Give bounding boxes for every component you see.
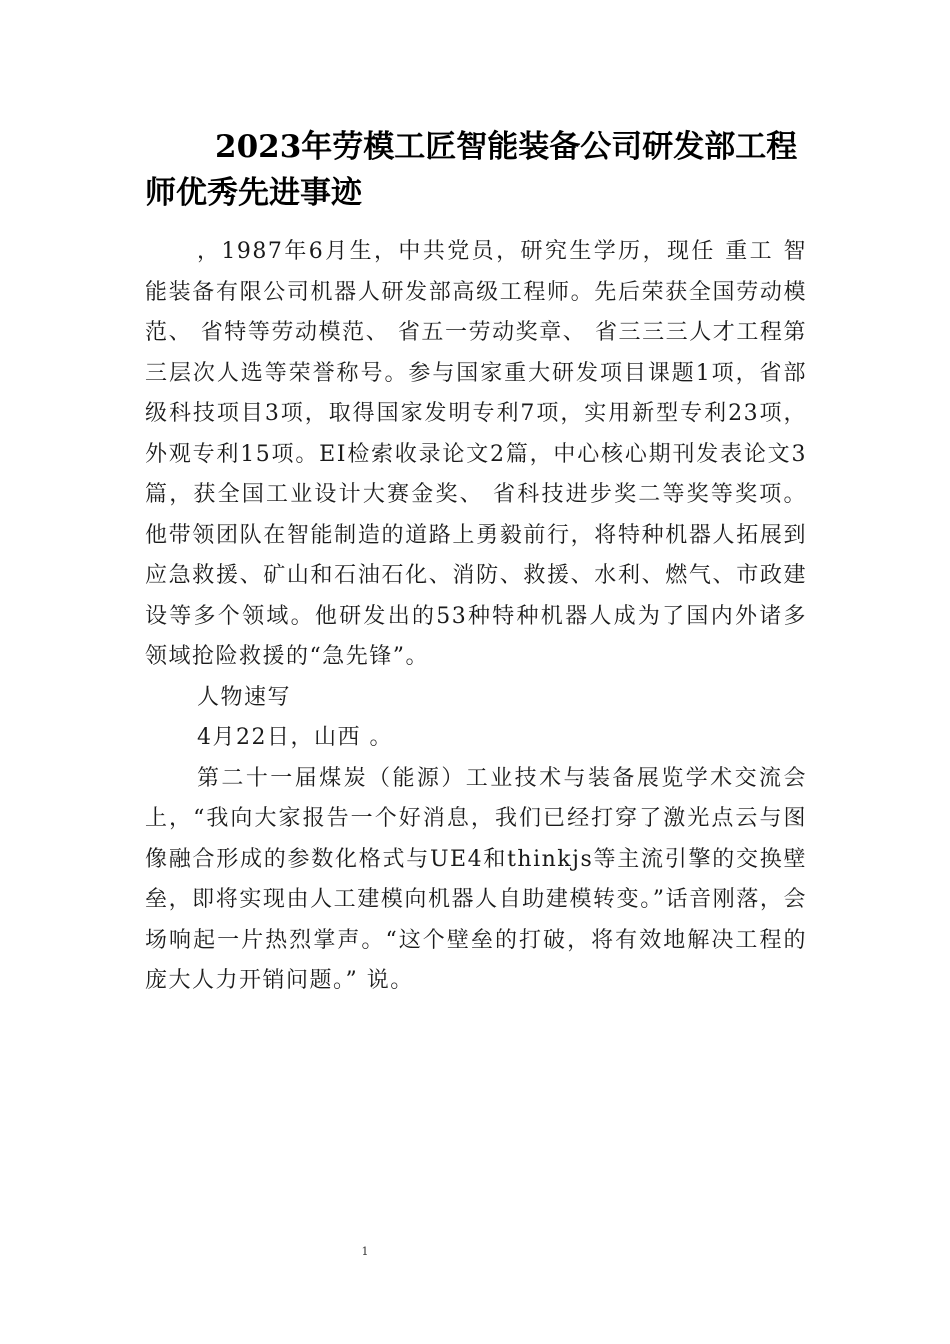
paragraph-biography: ，1987年6月生，中共党员，研究生学历，现任 重工 智能装备有限公司机器人研发部高级工程师。先后荣获全国劳动模范、 省特等劳动模范、 省五一劳动奖章、 省三三三人才工程第三层次人选等荣誉称号。参与国家重大研发项目课题1项，省部级科技项目3项，取得国家发明专利7项，实用新型专利23项，外观专利15项。EI检索收录论文2篇，中心核心期刊发表论文3篇，获全国工业设计大赛金奖、 省科技进步奖二等奖等奖项。他带领团队在智能制造的道路上勇毅前行，将特种机器人拓展到应急救援、矿山和石油石化、消防、救援、水利、燃气、市政建设等多个领域。他研发出的53种特种机器人成为了国内外诸多领域抢险救援的“急先锋”。: [145, 239, 807, 669]
paragraph-section-heading: 人物速写: [197, 684, 292, 710]
document-body: [145, 232, 807, 1002]
page-number: 1: [361, 1245, 369, 1258]
paragraph-conference: 第二十一届煤炭（能源）工业技术与装备展览学术交流会上，“我向大家报告一个好消息，我们已经打穿了激光点云与图像融合形成的参数化格式与UE4和thinkjs等主流引擎的交换壁垒，即将实现由人工建模向机器人自助建模转变。”话音刚落，会场响起一片热烈掌声。“这个壁垒的打破，将有效地解决工程的庞大人力开销问题。” 说。: [145, 765, 807, 993]
paragraph-dateline: 4月22日，山西 。: [197, 725, 393, 750]
document-title: 2023年劳模工匠智能装备公司研发部工程师优秀先进事迹: [145, 129, 798, 211]
